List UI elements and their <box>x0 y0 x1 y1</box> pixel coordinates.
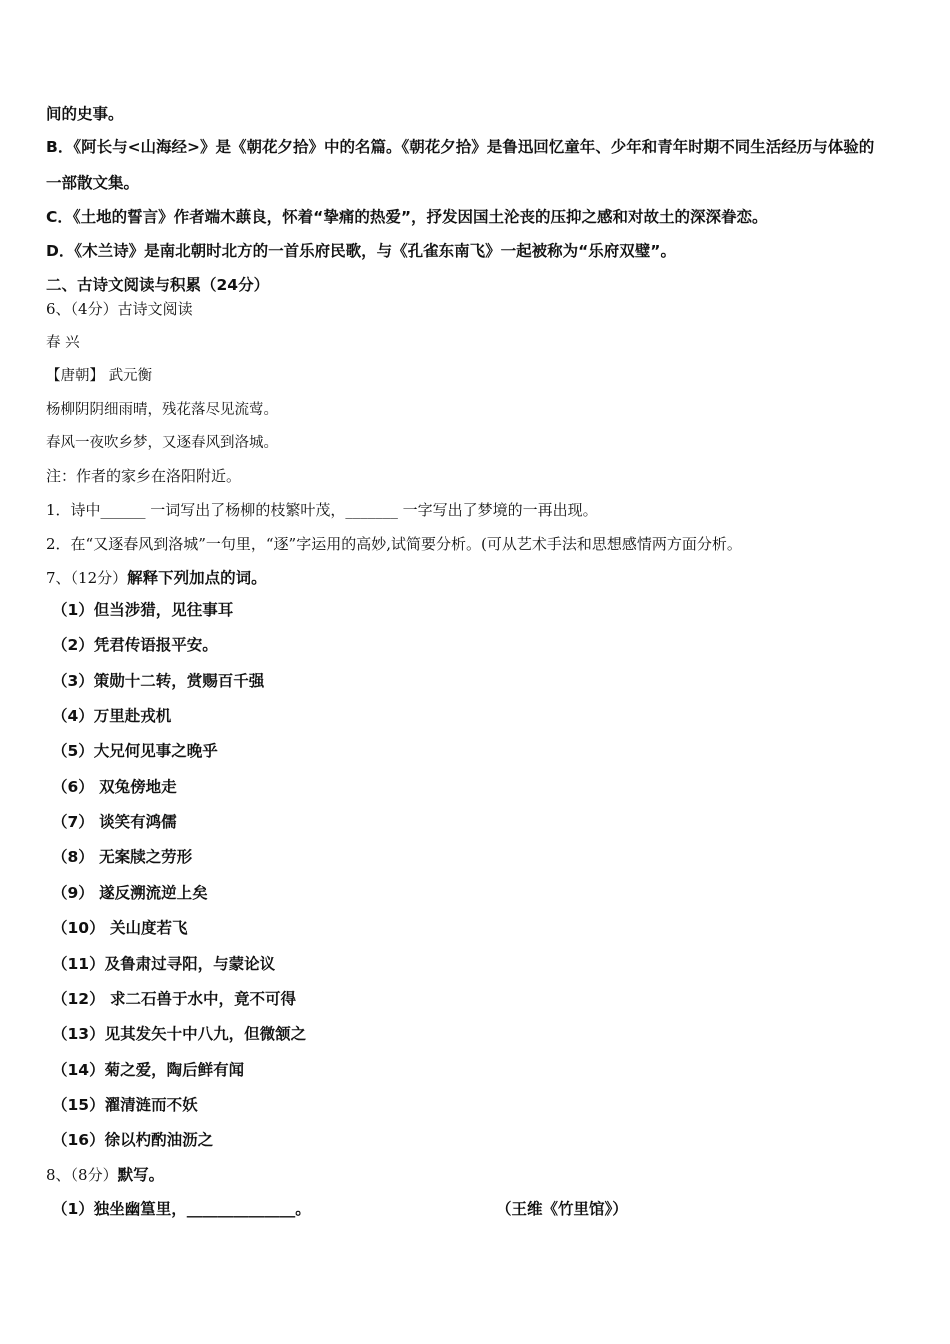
option-b-line2: 一部散文集。 <box>46 174 140 192</box>
q8-item-1: （1）独坐幽篁里，______________。 <box>52 1200 311 1218</box>
q7-item: （8） 无案牍之劳形 <box>52 848 193 866</box>
section-2-heading: 二、古诗文阅读与积累（24分） <box>46 276 270 294</box>
q7-item: （13）见其发矢十中八九，但微颔之 <box>52 1025 307 1043</box>
q6-heading: 6、（4分）古诗文阅读 <box>46 300 193 318</box>
q7-item: （6） 双兔傍地走 <box>52 778 177 796</box>
q7-item: （15）濯清涟而不妖 <box>52 1096 198 1114</box>
option-b-line1: B．《阿长与<山海经>》是《朝花夕拾》中的名篇。《朝花夕拾》是鲁迅回忆童年、少年和青年时期不同生活经历与体验的 <box>46 138 875 156</box>
poem-author: 【唐朝】 武元衡 <box>46 368 153 384</box>
q7-item: （1）但当涉猎，见往事耳 <box>52 601 234 619</box>
poem-note: 注：作者的家乡在洛阳附近。 <box>46 467 242 485</box>
q7-heading-num: 7、（12分） <box>46 569 128 587</box>
q8-heading <box>46 1165 164 1185</box>
q6-sub-1: 1．诗中______ 一词写出了杨柳的枝繁叶茂，_______ 一字写出了梦境的一再出现。 <box>46 501 598 519</box>
q7-item: （10） 关山度若飞 <box>52 919 188 937</box>
q6-sub-2: 2．在“又逐春风到洛城”一句里，“逐”字运用的高妙,试简要分析。(可从艺术手法和思想感情两方面分析。 <box>46 535 742 553</box>
poem-line-2: 春风一夜吹乡梦，又逐春风到洛城。 <box>46 435 278 451</box>
poem-title: 春 兴 <box>46 335 80 351</box>
q8-item-1-source: （王维《竹里馆》） <box>496 1200 628 1218</box>
q7-heading <box>46 568 267 588</box>
q8-heading-text: 默写。 <box>117 1166 165 1184</box>
q7-item: （4）万里赴戎机 <box>52 707 172 725</box>
option-a-tail: 间的史事。 <box>46 105 124 123</box>
q7-item: （7） 谈笑有鸿儒 <box>52 813 177 831</box>
poem-line-1: 杨柳阴阴细雨晴，残花落尽见流莺。 <box>46 402 278 418</box>
q7-item: （11）及鲁肃过寻阳，与蒙论议 <box>52 955 276 973</box>
q7-item: （5）大兄何见事之晚乎 <box>52 742 218 760</box>
q7-heading-text: 解释下列加点的词。 <box>127 569 267 587</box>
option-c: C．《土地的誓言》作者端木蕻良，怀着“挚痛的热爱”，抒发因国土沦丧的压抑之感和对故土的深深眷恋。 <box>46 208 768 226</box>
q7-item: （12） 求二石兽于水中，竟不可得 <box>52 990 296 1008</box>
q7-item: （16）徐以杓酌油沥之 <box>52 1131 214 1149</box>
option-d: D．《木兰诗》是南北朝时北方的一首乐府民歌，与《孔雀东南飞》一起被称为“乐府双璧”。 <box>46 242 676 260</box>
q8-heading-num: 8、（8分） <box>46 1166 118 1184</box>
q7-item: （14）菊之爱，陶后鲜有闻 <box>52 1061 245 1079</box>
q7-item: （3）策勋十二转，赏赐百千强 <box>52 672 265 690</box>
q7-item: （9） 遂反溯流逆上矣 <box>52 884 208 902</box>
q7-item: （2）凭君传语报平安。 <box>52 636 218 654</box>
